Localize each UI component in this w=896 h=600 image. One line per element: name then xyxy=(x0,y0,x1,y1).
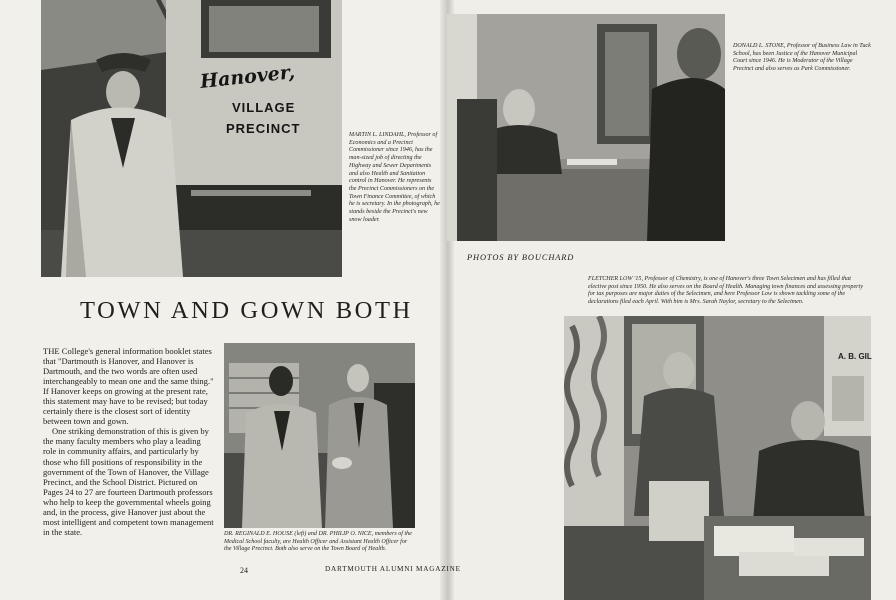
calendar-sign-text: A. B. GIL xyxy=(838,352,872,361)
photo-low-with-secretary xyxy=(564,316,871,600)
truck-sign-line2: VILLAGE xyxy=(232,100,296,115)
running-head: DARTMOUTH ALUMNI MAGAZINE xyxy=(325,565,461,573)
caption-low: FLETCHER LOW '15, Professor of Chemistry, is one of Hanover's three Town Selectmen and has filled that elective post since 1950. He also serves on the Board of Health. Managing town finances and assessing property for tax purposes are major duties of the Selectmen, and here Professor Low is shown tackling some of the declarations filed each April. With him is Mrs. Sarah Naylor, secretary to the Selectmen. xyxy=(588,276,863,306)
truck-sign-script: Hanover, xyxy=(199,61,297,93)
article-body xyxy=(43,346,214,537)
caption-lindahl: MARTIN L. LINDAHL, Professor of Economics and a Precinct Commissioner since 1946, has the man-sized job of directing the Highway and Sewer Departments and also Health and Sanitation control in Hanover. He represents the Precinct Commissioners on the Town Finance Committee, of which he is secretary. In the photograph, he stands beside the Precinct's new snow loader. xyxy=(349,132,440,223)
photo-house-and-nice xyxy=(224,343,415,528)
photo-credit: PHOTOS BY BOUCHARD xyxy=(467,253,575,262)
truck-sign-line3: PRECINCT xyxy=(226,121,301,136)
body-paragraph-2: One striking demonstration of this is given by the many faculty members who play a leading role in community affairs, and particularly by those who fill positions of responsibility in the government of the Town of Hanover, the Village Precinct, and the School District. Pictured on Pages 24 to 27 are fourteen Dartmouth professors who help to keep the governmental wheels going and, in the process, give Hanover just about the most intelligent and competent town management in the state. xyxy=(43,426,214,537)
photo-lindahl-snow-loader xyxy=(41,0,342,277)
caption-house-and-nice: DR. REGINALD E. HOUSE (left) and DR. PHILIP O. NICE, members of the Medical School faculty, are Health Officer and Assistant Health Officer for the Village Precinct. Both also serve on the Town Board of Health. xyxy=(224,531,412,553)
article-headline: TOWN AND GOWN BOTH xyxy=(80,297,413,324)
caption-stone: DONALD L. STONE, Professor of Business Law in Tuck School, has been Justice of the Hanover Municipal Court since 1946. He is Moderator of the Village Precinct and also serves as Park Commissioner. xyxy=(733,43,871,73)
page-number: 24 xyxy=(240,566,248,575)
photo-stone-at-desk xyxy=(447,14,725,241)
body-paragraph-1: THE College's general information booklet states that "Dartmouth is Hanover, and Hanover is Dartmouth, and the two words are often used interchangeably to mean one and the same thing." If Hanover keeps on growing at the present rate, this statement may have to be revised; but today certainly there is the closest sort of identity between town and gown. xyxy=(43,346,214,427)
